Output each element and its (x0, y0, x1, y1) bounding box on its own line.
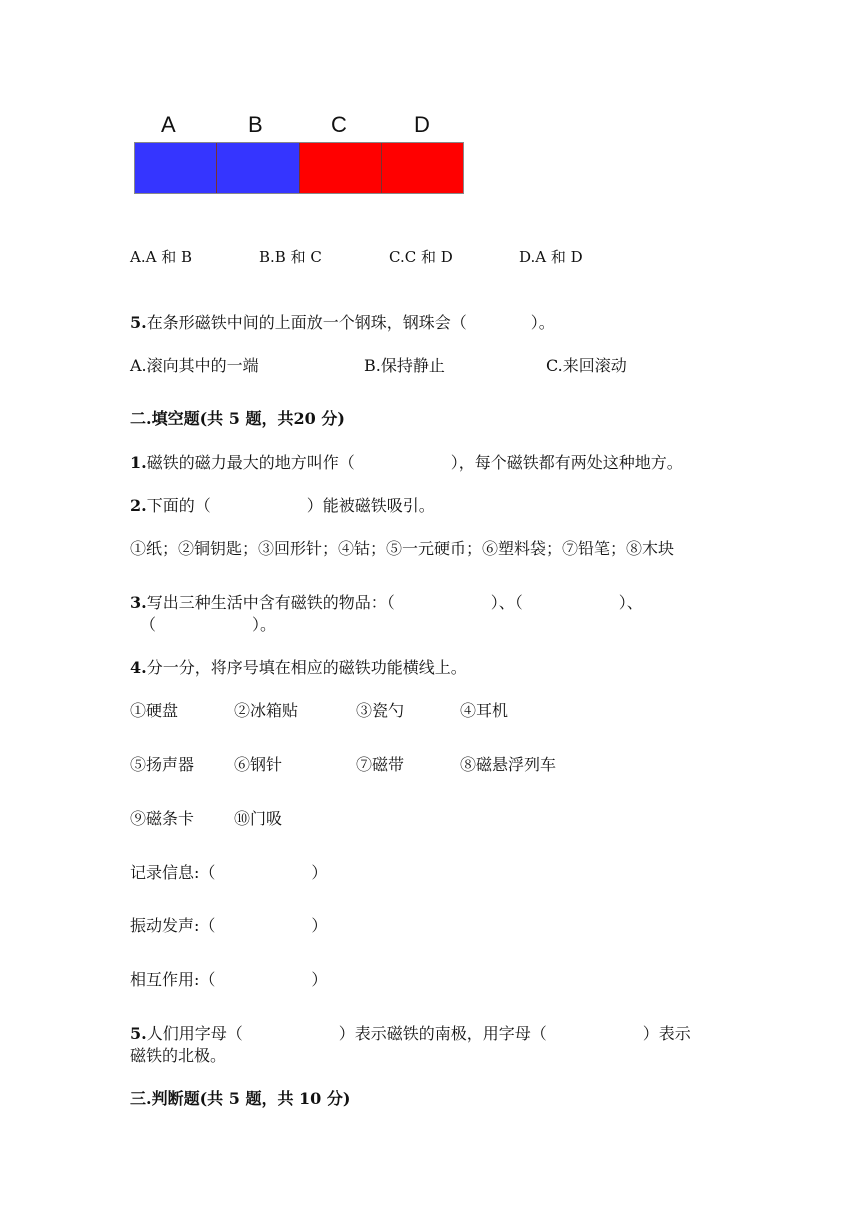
question-number: 1. (130, 453, 147, 472)
section-title-part: 分) (321, 409, 345, 428)
q4-option-d: D.A 和 D (519, 248, 583, 266)
question-text: 分一分，将序号填在相应的磁铁功能横线上。 (146, 658, 467, 677)
section-score: 20 (293, 409, 316, 428)
question-text: 磁铁的磁力最大的地方叫作（ ），每个磁铁都有两处这种地方。 (146, 453, 683, 472)
section-title-part: 题，共 (245, 1089, 294, 1108)
q5-option-a: A.滚向其中的一端 (130, 356, 259, 375)
blank-record-info: 记录信息:（ ） (130, 863, 328, 882)
section-title-part: 题，共 (245, 409, 294, 428)
section-title-part: 二.填空题(共 (130, 409, 224, 428)
section-title-part: 三.判断题(共 (130, 1089, 224, 1108)
blank-vibration-sound: 振动发声:（ ） (130, 916, 328, 935)
fill-question-2 (130, 493, 435, 516)
section-title-part: 分) (326, 1089, 351, 1108)
fill-question-1 (130, 450, 683, 473)
q4-item: ⑩门吸 (234, 809, 283, 828)
q5-option-b: B.保持静止 (364, 356, 445, 375)
q4-item: ⑥钢针 (234, 755, 283, 774)
magnet-label-c: C (331, 112, 347, 137)
question-number: 5. (130, 313, 147, 332)
q4-option-b: B.B 和 C (259, 248, 322, 266)
magnet-label-d: D (414, 112, 430, 137)
section-2-heading (130, 406, 345, 429)
fill-question-5-line2: 磁铁的北极。 (130, 1046, 227, 1065)
section-count: 5 (228, 409, 240, 428)
q4-item: ⑦磁带 (356, 755, 405, 774)
q4-option-c: C.C 和 D (389, 248, 453, 266)
fill-question-3 (130, 590, 643, 613)
fill-question-5 (130, 1021, 691, 1044)
fill-question-4 (130, 655, 467, 678)
question-number: 2. (130, 496, 147, 515)
question-text: 人们用字母（ ）表示磁铁的南极，用字母（ ）表示 (146, 1024, 691, 1043)
magnet-segment-c (299, 143, 381, 193)
question-text: 下面的（ ）能被磁铁吸引。 (146, 496, 435, 515)
section-score: 10 (299, 1089, 322, 1108)
q4-item: ④耳机 (460, 701, 509, 720)
bar-magnet (134, 142, 464, 194)
fill-question-3-line2: （ ）。 (140, 615, 277, 634)
question-text: 在条形磁铁中间的上面放一个钢珠，钢珠会（ ）。 (146, 313, 555, 332)
question-text: 写出三种生活中含有磁铁的物品：（ ）、（ ）、 (146, 593, 643, 612)
question-number: 4. (130, 658, 147, 677)
blank-interaction: 相互作用:（ ） (130, 970, 328, 989)
magnet-label-a: A (161, 112, 176, 137)
q4-item: ③瓷勺 (356, 701, 405, 720)
q4-item: ⑤扬声器 (130, 755, 195, 774)
q4-item: ⑧磁悬浮列车 (460, 755, 557, 774)
fill-question-2-items: ①纸；②铜钥匙；③回形针；④钴；⑤一元硬币；⑥塑料袋；⑦铅笔；⑧木块 (130, 539, 675, 558)
question-number: 5. (130, 1024, 147, 1043)
section-count: 5 (228, 1089, 240, 1108)
magnet-segment-b (216, 143, 298, 193)
question-5 (130, 310, 555, 333)
magnet-segment-a (135, 143, 216, 193)
magnet-label-b: B (248, 112, 263, 137)
magnet-segment-d (381, 143, 463, 193)
section-3-heading (130, 1086, 350, 1109)
q4-item: ①硬盘 (130, 701, 179, 720)
q4-item: ⑨磁条卡 (130, 809, 195, 828)
question-number: 3. (130, 593, 147, 612)
q4-item: ②冰箱贴 (234, 701, 299, 720)
q4-option-a: A.A 和 B (130, 248, 192, 266)
q5-option-c: C.来回滚动 (546, 356, 627, 375)
